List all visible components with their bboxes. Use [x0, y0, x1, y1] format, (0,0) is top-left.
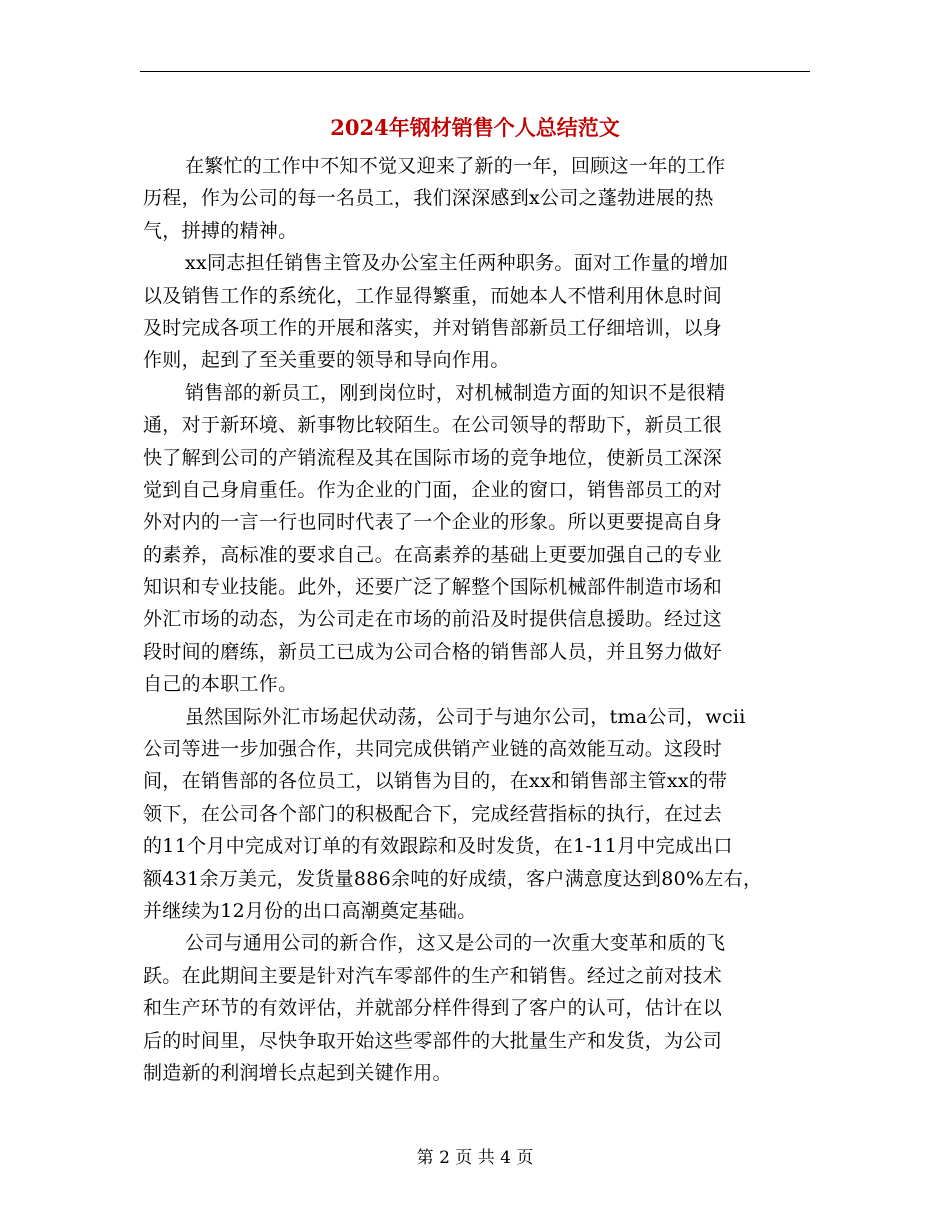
paragraph-1 — [143, 150, 813, 247]
text-line: 觉到自己身肩重任。作为企业的门面，企业的窗口，销售部员工的对 — [143, 478, 723, 501]
text-line: 公司与通用公司的新合作，这又是公司的一次重大变革和质的飞 — [185, 932, 726, 955]
text-line: xx同志担任销售主管及办公室主任两种职务。面对工作量的增加 — [185, 252, 729, 275]
text-line: 外汇市场的动态，为公司走在市场的前沿及时提供信息援助。经过这 — [143, 608, 723, 631]
paragraph-4 — [143, 701, 813, 928]
text-line: 跃。在此期间主要是针对汽车零部件的生产和销售。经过之前对技术 — [143, 964, 723, 987]
text-line: 公司等进一步加强合作，共同完成供销产业链的高效能互动。这段时 — [143, 738, 723, 761]
text-line: 间，在销售部的各位员工，以销售为目的，在xx和销售部主管xx的带 — [143, 770, 728, 793]
text-line: 销售部的新员工，刚到岗位时，对机械制造方面的知识不是很精 — [185, 381, 726, 404]
text-line: 在繁忙的工作中不知不觉又迎来了新的一年，回顾这一年的工作 — [185, 155, 726, 177]
document-body — [143, 150, 813, 1089]
text-line: 自己的本职工作。 — [143, 673, 298, 696]
text-line: 及时完成各项工作的开展和落实，并对销售部新员工仔细培训，以身 — [143, 316, 723, 339]
text-line: 的11个月中完成对订单的有效跟踪和及时发货，在1-11月中完成出口 — [143, 835, 733, 858]
document-title: 2024年钢材销售个人总结范文 — [330, 115, 620, 140]
text-line: 作则，起到了至关重要的领导和导向作用。 — [143, 349, 510, 372]
text-line: 知识和专业技能。此外，还要广泛了解整个国际机械部件制造市场和 — [143, 576, 723, 599]
text-line: 历程，作为公司的每一名员工，我们深深感到x公司之蓬勃进展的热 — [143, 187, 714, 210]
text-line: 的素养，高标准的要求自己。在高素养的基础上更要加强自己的专业 — [143, 543, 723, 566]
text-line: 后的时间里，尽快争取开始这些零部件的大批量生产和发货，为公司 — [143, 1029, 723, 1052]
text-line: 制造新的利润增长点起到关键作用。 — [143, 1061, 452, 1084]
text-line: 领下，在公司各个部门的积极配合下，完成经营指标的执行，在过去 — [143, 802, 723, 825]
text-line: 通，对于新环境、新事物比较陌生。在公司领导的帮助下，新员工很 — [143, 414, 723, 437]
text-line: 额431余万美元，发货量886余吨的好成绩，客户满意度达到80%左右， — [143, 867, 763, 890]
text-line: 快了解到公司的产销流程及其在国际市场的竞争地位，使新员工深深 — [143, 446, 723, 469]
text-line: 虽然国际外汇市场起伏动荡，公司于与迪尔公司，tma公司，wcii — [185, 705, 746, 728]
paragraph-3 — [143, 377, 813, 701]
paragraph-5 — [143, 927, 813, 1089]
page-number-footer: 第 2 页 共 4 页 — [416, 1148, 534, 1168]
text-line: 以及销售工作的系统化，工作显得繁重，而她本人不惜利用休息时间 — [143, 284, 723, 307]
text-line: 气，拼搏的精神。 — [143, 219, 298, 242]
text-line: 和生产环节的有效评估，并就部分样件得到了客户的认可，估计在以 — [143, 997, 723, 1020]
paragraph-2 — [143, 247, 813, 377]
header-rule — [140, 71, 810, 72]
text-line: 段时间的磨练，新员工已成为公司合格的销售部人员，并且努力做好 — [143, 640, 723, 663]
text-line: 并继续为12月份的出口高潮奠定基础。 — [143, 899, 477, 922]
text-line: 外对内的一言一行也同时代表了一个企业的形象。所以更要提高自身 — [143, 511, 723, 534]
